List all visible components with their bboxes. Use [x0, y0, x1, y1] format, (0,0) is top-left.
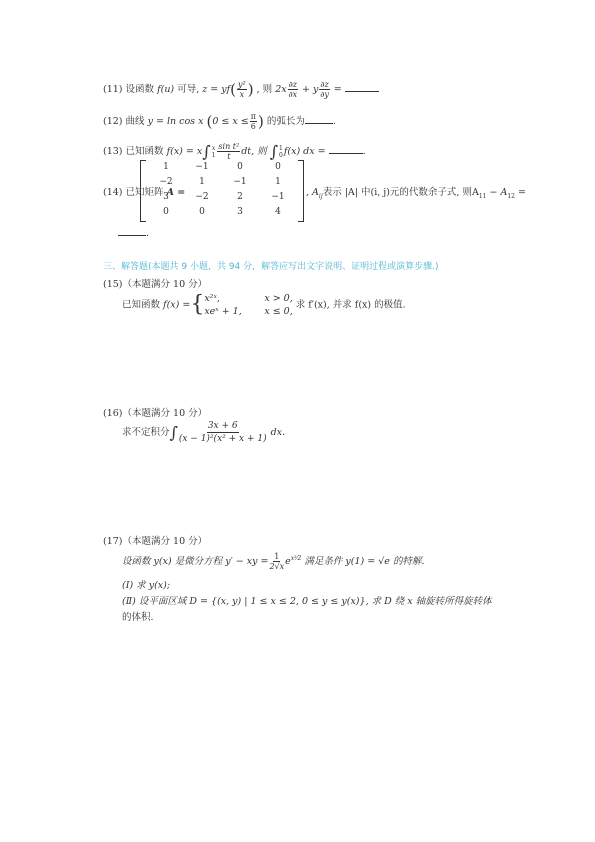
q16-text: 求不定积分 — [122, 427, 170, 438]
q13-text: 已知函数 — [125, 146, 164, 157]
matrix-cell: 0 — [199, 207, 205, 217]
integral-sign: ∫ — [269, 142, 279, 161]
matrix-cell: 1 — [163, 162, 169, 172]
matrix-cell: −1 — [233, 177, 247, 187]
q11-z: z = yf — [202, 84, 231, 95]
q11-text: 设函数 — [125, 84, 155, 95]
q15-cases: x²ˣ, x > 0, xeˣ + 1, x ≤ 0, — [204, 293, 293, 317]
q11-partial-y: $\frac{\partial z}{\partial y}$ — [320, 80, 329, 99]
q13-tail: f(x) dx = — [283, 146, 326, 157]
q12-answer-blank — [305, 114, 333, 124]
q17-exp: e — [285, 556, 291, 567]
matrix-cell: 3 — [163, 192, 169, 202]
q11-answer-blank — [345, 82, 379, 92]
q15-fx: f(x) = — [163, 299, 191, 311]
question-11: (11) 设函数 f(u) 可导, z = yf( $\frac{\text{y²}}{x}$ ) , 则 2x $\frac{\partial z}{\partial x}$ + y $\frac{\partial z}{\partial y}$ = — [103, 80, 379, 99]
matrix-cell: 0 — [237, 162, 243, 172]
q11-number: (11) — [103, 84, 123, 95]
q12-equation: y = ln cos x — [147, 116, 204, 127]
q11-text-2: 可导, — [177, 84, 200, 95]
q13-number: (13) — [103, 146, 123, 157]
q17-part-2: (Ⅱ) 设平面区域 D = {(x, y) | 1 ≤ x ≤ 2, 0 ≤ y ≤ y(x)}, 求 D 绕 x 轴旋转所得旋转体 — [122, 596, 492, 607]
q15-text: 已知函数 — [122, 299, 161, 311]
q12-text: 曲线 — [125, 116, 145, 127]
question-13: (13) 已知函数 f(x) = x∫ x 1 $\frac{\text{sin t²}}{t}$ dt, 则 ∫ 1 0 f(x) dx = . — [103, 142, 366, 161]
q11-partial-x: $\frac{\partial z}{\partial x}$ — [288, 80, 298, 99]
q14-text: 已知矩阵 — [125, 187, 164, 198]
matrix-cell: −2 — [159, 177, 173, 187]
q14-answer-blank — [118, 226, 146, 236]
q14-matrix-name: A = — [166, 187, 186, 198]
matrix-cell: 1 — [199, 177, 205, 187]
matrix-cell: 1 — [275, 177, 281, 187]
q16-dx: dx. — [270, 427, 286, 438]
q17-part-1: (Ⅰ) 求 y(x); — [122, 580, 171, 591]
q11-plus: + y — [302, 84, 319, 95]
q16-fraction: $\frac{3x + 6}{\text{(x − 1)²(x² + x + 1)}}$ — [178, 421, 267, 444]
q15-brace: { — [190, 292, 205, 317]
q11-text-3: , 则 — [256, 84, 273, 95]
q13-dt: dt, 则 — [241, 146, 267, 157]
matrix-cell: −2 — [195, 192, 209, 202]
q12-number: (12) — [103, 116, 123, 127]
q12-text-2: 的弧长为 — [266, 116, 305, 127]
question-12: (12) 曲线 y = ln cos x (0 ≤ x ≤ $\frac{\pi}{6}$ ) 的弧长为 . — [103, 112, 336, 131]
integral-sign: ∫ — [169, 423, 178, 442]
q17-fraction: $\frac{1}{2√x}$ — [269, 552, 285, 571]
matrix-cell: 0 — [163, 207, 169, 217]
q15-text-2: 求 f′(x), 并求 f(x) 的极值. — [295, 299, 406, 311]
q13-fraction: $\frac{\text{sin t²}}{t}$ — [218, 142, 240, 161]
q17-text: 设函数 y(x) 是微分方程 y′ − xy = — [122, 556, 269, 567]
matrix-cell: 3 — [237, 207, 243, 217]
matrix-cell: −1 — [271, 192, 285, 202]
q14-cofactor-text: , $A_{ij}$表示 |A| 中(i, j)元的代数余子式, 则$A_{11} - A_{12}$ = — [306, 187, 526, 200]
q11-fraction: $\frac{\text{y²}}{x}$ — [238, 80, 246, 99]
question-15 — [122, 292, 406, 318]
q14-answer-line: . — [118, 226, 149, 239]
matrix-a — [140, 160, 304, 220]
question-17: 设函数 y(x) 是微分方程 y′ − xy = $\frac{1}{2√x}$ $e^{x^2⁄2}$ 满足条件 y(1) = √e 的特解. — [122, 552, 425, 571]
integral-sign: ∫ — [202, 142, 211, 161]
q15-header: (15)（本题满分 10 分） — [103, 279, 208, 290]
matrix-cell: 0 — [275, 162, 281, 172]
q12-fraction: $\frac{\pi}{6}$ — [250, 112, 256, 131]
q17-header: (17)（本题满分 10 分） — [103, 536, 208, 547]
matrix-cell: −1 — [195, 162, 209, 172]
q11-fu: f(u) — [157, 84, 175, 95]
q13-fx: f(x) = x — [166, 146, 203, 157]
q11-coef: 2x — [275, 84, 287, 95]
q16-header: (16)（本题满分 10 分） — [103, 408, 208, 419]
q12-range: 0 ≤ x ≤ — [212, 116, 249, 127]
q13-answer-blank — [329, 144, 363, 154]
q17-part-2-end: 的体积. — [122, 612, 154, 623]
section-3-heading: 三、解答题(本题共 9 小题，共 94 分，解答应写出文字说明、证明过程或演算步骤.) — [103, 262, 439, 272]
question-16 — [122, 420, 285, 445]
q11-equals: = — [333, 84, 342, 95]
matrix-cell: 4 — [275, 207, 281, 217]
matrix-cell: 2 — [237, 192, 243, 202]
q14-number: (14) — [103, 187, 123, 198]
q17-text-2: 满足条件 y(1) = √e 的特解. — [304, 556, 425, 567]
